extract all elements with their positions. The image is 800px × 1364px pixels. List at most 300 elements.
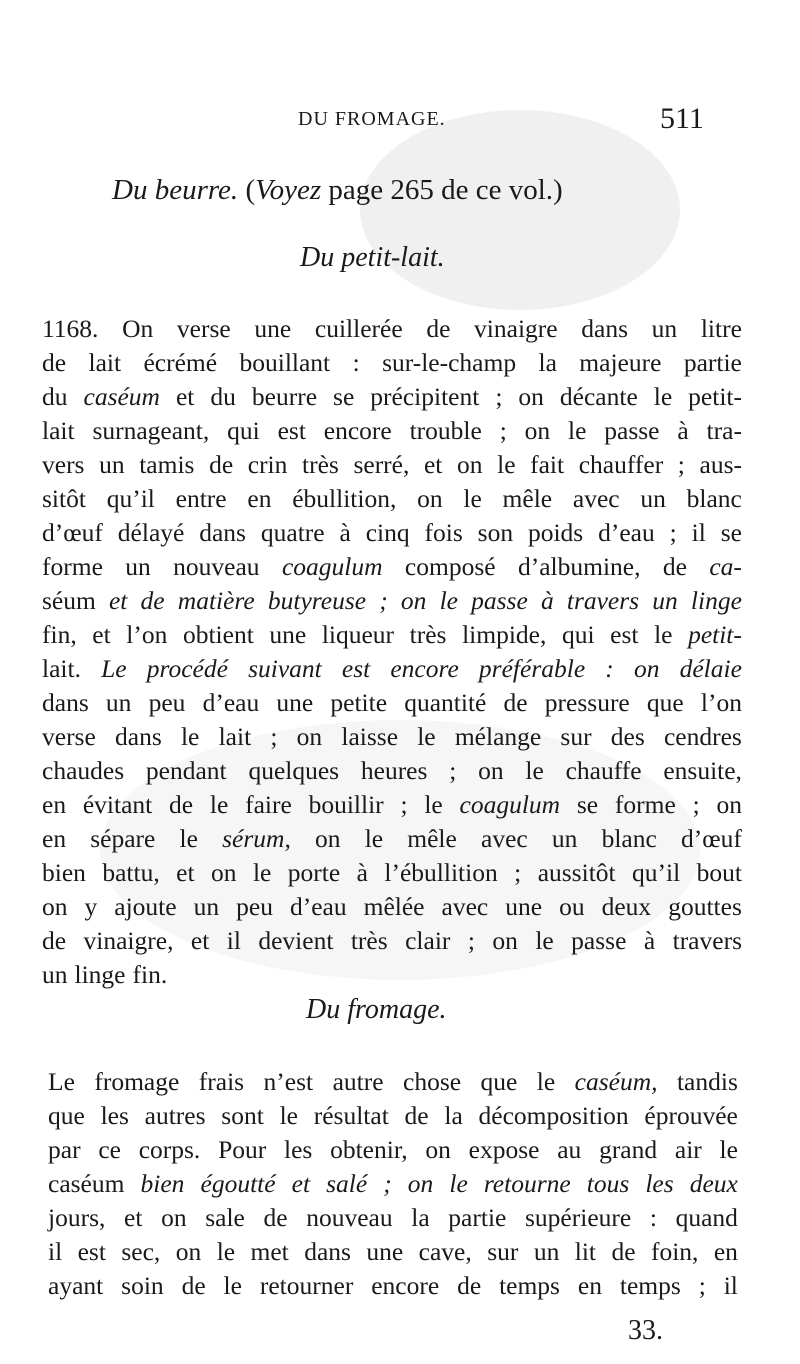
word: on xyxy=(42,892,68,921)
word: l’on xyxy=(126,620,168,649)
word: de xyxy=(263,1203,288,1232)
word: ; xyxy=(379,586,388,615)
word: coagulum xyxy=(281,552,383,581)
word: blanc xyxy=(686,484,742,513)
word: caséum xyxy=(48,1169,125,1198)
word: poids xyxy=(527,518,584,547)
word: on xyxy=(417,484,443,513)
word: foin, xyxy=(650,1237,699,1266)
word: bout xyxy=(696,858,742,887)
word: peu xyxy=(148,688,186,717)
paragraph-whey xyxy=(42,312,742,992)
word: dans xyxy=(42,688,89,717)
word: et xyxy=(124,1203,143,1232)
word: encore xyxy=(371,1271,440,1300)
word: le xyxy=(525,756,544,785)
word: avec xyxy=(572,484,620,513)
word: de xyxy=(662,552,687,581)
word: encore xyxy=(323,416,392,445)
word: et xyxy=(291,1169,311,1198)
word: de xyxy=(611,1237,636,1266)
word: butyreuse xyxy=(267,586,367,615)
word: le xyxy=(180,722,200,751)
text-line xyxy=(42,788,742,822)
word: les xyxy=(645,1169,674,1198)
word: un xyxy=(42,960,68,989)
word: fois xyxy=(424,518,463,547)
word: verse xyxy=(176,314,231,343)
page-number: 511 xyxy=(660,102,704,135)
word: on xyxy=(633,654,660,683)
word: lait xyxy=(218,722,252,751)
whey-heading: Du petit-lait. xyxy=(300,242,445,273)
word: il xyxy=(48,1237,63,1266)
word: bien xyxy=(42,858,86,887)
word: à xyxy=(540,586,554,615)
text-line xyxy=(42,890,742,924)
word: en xyxy=(42,824,67,853)
word: est xyxy=(77,1237,106,1266)
word: le xyxy=(179,824,198,853)
word: obtient xyxy=(182,620,254,649)
word: ca- xyxy=(709,552,742,581)
word: : xyxy=(649,1203,657,1232)
word: majeure xyxy=(579,348,662,377)
paragraph-cheese xyxy=(48,1065,738,1303)
word: lit xyxy=(574,1237,597,1266)
word: serré, xyxy=(353,450,410,479)
word: ; xyxy=(499,416,507,445)
word: qui xyxy=(561,620,595,649)
word: entre xyxy=(175,484,227,513)
word: de xyxy=(457,1271,482,1300)
word: de xyxy=(140,586,165,615)
word: n’est xyxy=(263,1067,314,1096)
word: sur-le-champ xyxy=(382,348,517,377)
word: le xyxy=(223,1271,242,1300)
word: délayé xyxy=(117,518,185,547)
word: corps. xyxy=(138,1135,201,1164)
word: sont xyxy=(221,1101,264,1130)
word: ; xyxy=(514,858,522,887)
word: blanc xyxy=(601,824,657,853)
word: le xyxy=(364,824,384,853)
word: l’ébullition xyxy=(384,858,498,887)
word: d’eau xyxy=(598,518,655,547)
word: frais xyxy=(198,1067,245,1096)
butter-heading-reference: page 265 de ce vol.) xyxy=(328,174,563,206)
word: ébullition, xyxy=(292,484,397,513)
word: matière xyxy=(177,586,255,615)
word: séum xyxy=(42,586,96,615)
word: décante xyxy=(559,382,638,411)
word: à xyxy=(339,518,351,547)
word: pendant xyxy=(145,756,227,785)
text-line xyxy=(42,550,742,584)
word: des xyxy=(610,722,645,751)
word: on xyxy=(296,722,323,751)
word: gouttes xyxy=(668,892,742,921)
word: partie xyxy=(683,348,742,377)
word: vers xyxy=(42,450,85,479)
cheese-heading: Du fromage. xyxy=(306,994,447,1025)
word: on xyxy=(211,858,237,887)
signature-mark: 33. xyxy=(628,1315,663,1346)
word: quand xyxy=(675,1203,738,1232)
word: par xyxy=(48,1135,81,1164)
word: du xyxy=(42,382,68,411)
word: travers xyxy=(566,586,640,615)
word: On xyxy=(122,314,154,343)
word: l’on xyxy=(700,688,742,717)
text-line xyxy=(42,720,742,754)
word: petit- xyxy=(688,382,742,411)
word: très xyxy=(350,926,388,955)
word: ; xyxy=(677,450,685,479)
word: procédé xyxy=(146,654,228,683)
word: avec xyxy=(441,892,489,921)
word: 1168. xyxy=(42,314,99,343)
word: d’œuf xyxy=(680,824,742,853)
word: composé xyxy=(404,552,496,581)
word: jours, xyxy=(48,1203,106,1232)
word: fromage xyxy=(94,1067,180,1096)
word: ; xyxy=(400,790,408,819)
word: Le xyxy=(48,1067,75,1096)
word: est xyxy=(341,654,371,683)
word: il xyxy=(723,1271,738,1300)
word: on xyxy=(457,450,483,479)
word: on xyxy=(518,382,544,411)
word: ensuite, xyxy=(663,756,742,785)
word: travers xyxy=(672,926,742,955)
word: quantité xyxy=(404,688,487,717)
word: se xyxy=(333,382,355,411)
word: Le xyxy=(101,654,127,683)
word: mêle xyxy=(407,824,457,853)
word: sitôt xyxy=(42,484,86,513)
word: bien xyxy=(140,1169,185,1198)
word: précipitent xyxy=(370,382,480,411)
word: quatre xyxy=(260,518,325,547)
word: qu’il xyxy=(106,484,155,513)
word: d’œuf xyxy=(42,518,103,547)
word: de xyxy=(169,790,194,819)
word: tra- xyxy=(706,416,742,445)
word: bouillant xyxy=(239,348,331,377)
word: préférable xyxy=(478,654,586,683)
word: nouveau xyxy=(306,1203,393,1232)
word: surnageant, xyxy=(92,416,210,445)
word: il xyxy=(226,926,241,955)
word: un xyxy=(99,450,125,479)
word: le xyxy=(449,1169,468,1198)
word: d’eau xyxy=(289,892,347,921)
text-line xyxy=(42,312,742,346)
text-line xyxy=(42,584,742,618)
word: de xyxy=(42,926,67,955)
word: très xyxy=(302,450,339,479)
word: retourner xyxy=(259,1271,354,1300)
word: chaudes xyxy=(42,756,125,785)
text-line xyxy=(42,686,742,720)
word: on xyxy=(407,1169,434,1198)
word: Pour xyxy=(218,1135,267,1164)
word: la xyxy=(411,1203,430,1232)
word: supérieure xyxy=(525,1203,632,1232)
word: ; xyxy=(449,756,457,785)
text-line xyxy=(42,856,742,890)
word: tandis xyxy=(676,1067,738,1096)
word: ; xyxy=(467,926,475,955)
word: on xyxy=(425,1135,451,1164)
word: le xyxy=(417,722,436,751)
word: petit- xyxy=(688,620,742,649)
word: la xyxy=(538,348,557,377)
voyez-word: Voyez xyxy=(255,174,322,206)
word: en xyxy=(247,484,272,513)
word: met xyxy=(250,1237,289,1266)
word: le xyxy=(463,484,482,513)
word: à xyxy=(643,926,656,955)
word: résultat xyxy=(313,1101,389,1130)
text-line xyxy=(42,924,742,958)
text-line xyxy=(42,754,742,788)
word: tamis xyxy=(139,450,195,479)
word: vinaigre, xyxy=(83,926,174,955)
word: le xyxy=(653,382,673,411)
word: trouble xyxy=(409,416,482,445)
word: en xyxy=(42,790,67,819)
word: son xyxy=(477,518,514,547)
word: très xyxy=(409,620,447,649)
word: tous xyxy=(586,1169,630,1198)
word: le xyxy=(424,790,443,819)
word: air xyxy=(674,1135,702,1164)
running-head xyxy=(0,102,800,148)
word: sépare xyxy=(90,824,156,853)
word: et xyxy=(92,620,111,649)
word: égoutté xyxy=(200,1169,276,1198)
word: évitant xyxy=(82,790,153,819)
word: un xyxy=(640,484,666,513)
word: il xyxy=(691,518,706,547)
word: chauffer xyxy=(578,450,664,479)
word: que xyxy=(48,1101,85,1130)
word: on xyxy=(478,756,504,785)
text-line xyxy=(48,1133,738,1167)
word: aussitôt xyxy=(537,858,616,887)
word: y xyxy=(84,892,98,921)
word: le xyxy=(568,416,587,445)
text-line xyxy=(48,1099,738,1133)
word: clair xyxy=(405,926,451,955)
word: encore xyxy=(390,654,459,683)
word: laisse xyxy=(341,722,399,751)
word: deux xyxy=(601,892,652,921)
text-line xyxy=(42,482,742,516)
word: d’eau xyxy=(202,688,260,717)
word: avec xyxy=(481,824,528,853)
word: sur xyxy=(560,722,592,751)
text-line xyxy=(42,346,742,380)
word: heures xyxy=(360,756,428,785)
word: mêlée xyxy=(363,892,425,921)
word: un xyxy=(193,892,220,921)
word: un xyxy=(651,314,678,343)
word: forme xyxy=(614,790,676,819)
word: caséum, xyxy=(574,1067,658,1096)
word: de xyxy=(503,688,528,717)
word: les xyxy=(100,1101,129,1130)
word: autres xyxy=(144,1101,206,1130)
word: faire xyxy=(245,790,292,819)
word: grand xyxy=(599,1135,658,1164)
text-line xyxy=(42,958,742,992)
text-line xyxy=(48,1167,738,1201)
word: on xyxy=(492,926,518,955)
word: et xyxy=(108,586,128,615)
word: ajoute xyxy=(114,892,177,921)
word: un xyxy=(652,586,678,615)
word: le xyxy=(535,926,554,955)
word: linge xyxy=(690,586,742,615)
word: limpide, xyxy=(462,620,547,649)
word: peu xyxy=(236,892,273,921)
word: devient xyxy=(258,926,334,955)
text-line xyxy=(42,414,742,448)
word: expose xyxy=(468,1135,540,1164)
word: en xyxy=(713,1237,738,1266)
text-line xyxy=(42,652,742,686)
word: on xyxy=(716,790,742,819)
word: fin, xyxy=(42,620,77,649)
word: : xyxy=(605,654,614,683)
word: et xyxy=(423,450,443,479)
word: on xyxy=(524,416,551,445)
text-line xyxy=(42,618,742,652)
word: un xyxy=(533,1237,560,1266)
text-line xyxy=(48,1269,738,1303)
word: en xyxy=(577,1271,602,1300)
word: chose xyxy=(403,1067,462,1096)
word: un xyxy=(125,552,151,581)
word: dans xyxy=(115,722,162,751)
word: le xyxy=(497,450,516,479)
word: on xyxy=(175,1237,202,1266)
word: le xyxy=(719,1135,738,1164)
word: une xyxy=(505,892,543,921)
word: lait xyxy=(42,416,75,445)
word: d’albumine, xyxy=(517,552,641,581)
word: est xyxy=(610,620,639,649)
word: passe xyxy=(604,416,660,445)
word: petite xyxy=(330,688,388,717)
word: porte xyxy=(287,858,341,887)
word: dans xyxy=(581,314,629,343)
word: beurre xyxy=(251,382,318,411)
word: et xyxy=(176,858,195,887)
word: se xyxy=(576,790,599,819)
word: ce xyxy=(98,1135,121,1164)
word: crin xyxy=(247,450,288,479)
word: le xyxy=(279,1101,298,1130)
word: dans xyxy=(199,518,246,547)
word: à xyxy=(356,858,368,887)
word: coagulum xyxy=(459,790,561,819)
word: passe xyxy=(471,586,528,615)
word: ayant xyxy=(48,1271,104,1300)
word: soin xyxy=(121,1271,164,1300)
word: au xyxy=(557,1135,582,1164)
word: de xyxy=(181,1271,206,1300)
text-line xyxy=(42,822,742,856)
butter-heading-italic: Du beurre. xyxy=(112,174,239,206)
word: lait. xyxy=(42,654,81,683)
word: délaie xyxy=(679,654,742,683)
word: obtenir, xyxy=(330,1135,408,1164)
word: écrémé xyxy=(143,348,218,377)
word: les xyxy=(284,1135,313,1164)
word: battu, xyxy=(102,858,160,887)
word: salé xyxy=(326,1169,368,1198)
word: cuillerée xyxy=(314,314,403,343)
word: une xyxy=(269,620,307,649)
word: ; xyxy=(669,518,677,547)
word: on xyxy=(161,1203,187,1232)
word: temps xyxy=(619,1271,681,1300)
word: de xyxy=(404,1101,429,1130)
word: et xyxy=(190,926,210,955)
word: vinaigre xyxy=(474,314,558,343)
word: une xyxy=(254,314,292,343)
word: sec, xyxy=(121,1237,161,1266)
word: on xyxy=(400,586,427,615)
word: mêle xyxy=(502,484,553,513)
word: et xyxy=(175,382,195,411)
word: ; xyxy=(495,382,503,411)
word: pressure xyxy=(544,688,630,717)
word: qui xyxy=(227,416,260,445)
word: est xyxy=(277,416,306,445)
word: bouillir xyxy=(308,790,384,819)
word: qu’il xyxy=(632,858,681,887)
word: dans xyxy=(304,1237,351,1266)
word: de xyxy=(209,450,234,479)
word: que xyxy=(480,1067,518,1096)
word: de xyxy=(426,314,451,343)
word: ; xyxy=(270,722,278,751)
word: ; xyxy=(692,790,700,819)
word: du xyxy=(210,382,236,411)
word: le xyxy=(536,1067,556,1096)
word: chauffe xyxy=(565,756,642,785)
running-title: DU FROMAGE. xyxy=(298,108,446,130)
word: ou xyxy=(559,892,585,921)
word: une xyxy=(366,1237,404,1266)
word: sale xyxy=(205,1203,245,1232)
word: se xyxy=(720,518,742,547)
word: ; xyxy=(383,1169,392,1198)
word: ; xyxy=(698,1271,706,1300)
word: partie xyxy=(448,1203,507,1232)
text-line xyxy=(42,448,742,482)
word: aus- xyxy=(699,450,742,479)
word: quelques xyxy=(248,756,340,785)
word: nouveau xyxy=(173,552,260,581)
word: le xyxy=(439,586,458,615)
word: deux xyxy=(689,1169,738,1198)
